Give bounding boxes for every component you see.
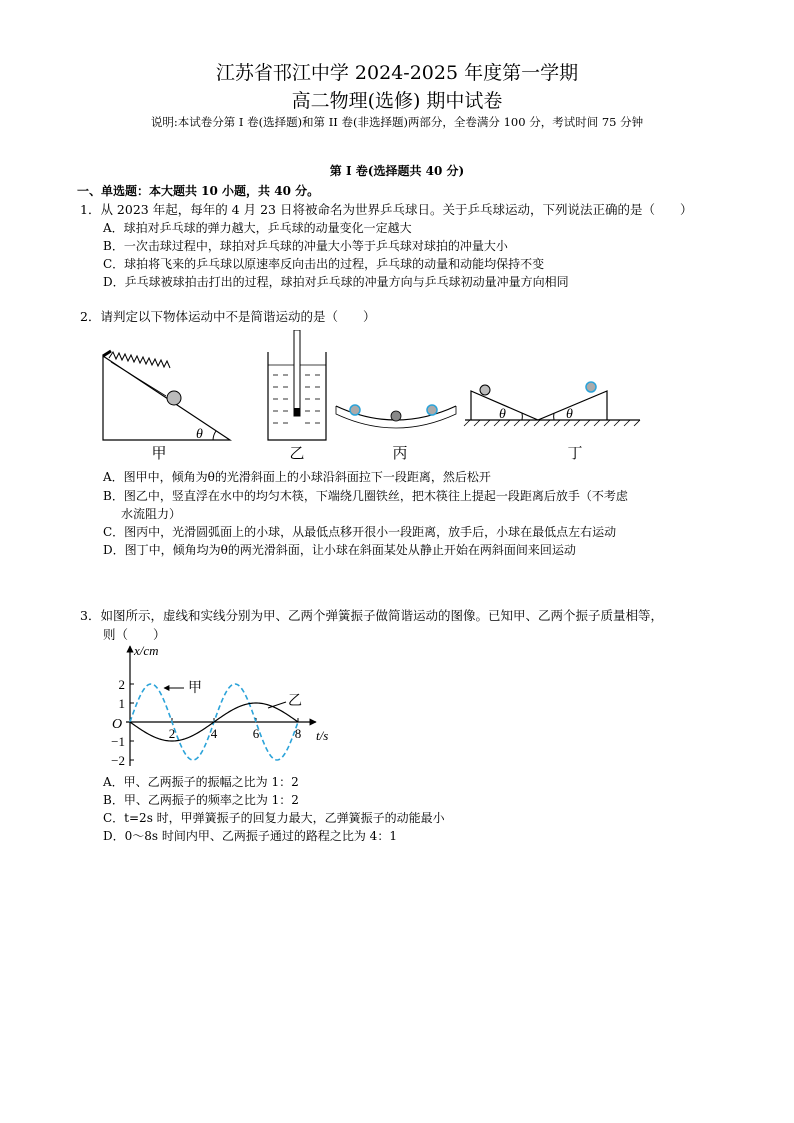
question-2-option-c: C．图丙中，光滑圆弧面上的小球，从最低点移开很小一段距离，放手后，小球在最低点左右运动 [103,525,617,539]
question-2-figure [0,330,794,460]
question-2-option-d: D．图丁中，倾角均为θ的两光滑斜面，让小球在斜面某处从静止开始在两斜面间来回运动 [103,543,576,557]
y-tick-label: 2 [118,677,125,692]
x-tick-label: 8 [294,726,302,741]
y-tick-label: −2 [111,753,125,768]
figure-label-yi: 乙 [289,446,305,460]
theta-label-ding-right: θ [566,407,573,422]
question-3-stem-line2: 则（ ） [103,627,166,642]
question-1-option-d: D．乒乓球被球拍击打出的过程，球拍对乒乓球的冲量方向与乒乓球初动量冲量方向相同 [103,275,569,289]
question-2-option-b: B．图乙中，竖直浮在水中的均匀木筷，下端绕几圈铁丝，把木筷往上提起一段距离后放手（不考虑 [103,489,628,503]
question-2-option-a: A．图甲中，倾角为θ的光滑斜面上的小球沿斜面拉下一段距离，然后松开 [103,470,491,484]
figure-label-jia: 甲 [151,446,167,460]
question-1-stem: 1．从 2023 年起，每年的 4 月 23 日将被命名为世界乒乓球日。关于乒乓球运动，下列说法正确的是（ ） [80,202,693,217]
question-3-option-a: A．甲、乙两振子的振幅之比为 1：2 [103,775,299,789]
y-tick-label: 1 [118,696,125,711]
x-tick-label: 2 [168,726,176,741]
y-tick-label: −1 [111,734,125,749]
figure-ding [464,382,640,460]
question-2-option-b-cont: 水流阻力） [121,507,182,521]
x-tick-label: 6 [252,726,260,741]
theta-label-ding-left: θ [499,407,506,422]
legend-yi-label: 乙 [288,694,302,709]
question-1-option-b: B．一次击球过程中，球拍对乒乓球的冲量大小等于乒乓球对球拍的冲量大小 [103,239,508,253]
legend-jia-label: 甲 [188,681,202,696]
y-axis-label: x/cm [134,643,159,658]
question-1-option-c: C．球拍将飞来的乒乓球以原速率反向击出的过程，乒乓球的动量和动能均保持不变 [103,257,545,271]
question-3-stem-line1: 3．如图所示，虚线和实线分别为甲、乙两个弹簧振子做简谐运动的图像。已知甲、乙两个振子质量相等， [80,608,663,623]
x-axis-label: t/s [316,728,329,743]
origin-label: O [112,717,123,732]
question-1-option-a: A．球拍对乒乓球的弹力越大，乒乓球的动量变化一定越大 [103,221,412,235]
exam-title-line2: 高二物理(选修) 期中试卷 [291,90,503,112]
exam-instructions: 说明:本试卷分第 I 卷(选择题)和第 II 卷(非选择题)两部分，全卷满分 100 分，考试时间 75 分钟 [150,115,644,129]
question-2-stem: 2．请判定以下物体运动中不是简谐运动的是（ ） [80,309,376,324]
x-tick-label: 4 [210,726,218,741]
yi-callout-line [268,702,286,708]
question-3-option-d: D．0～8s 时间内甲、乙两振子通过的路程之比为 4：1 [103,829,397,843]
figure-jia [103,351,230,460]
exam-title-line1: 江苏省邗江中学 2024-2025 年度第一学期 [215,62,579,84]
theta-label-jia: θ [196,427,203,442]
question-3-option-c: C．t=2s 时，甲弹簧振子的回复力最大，乙弹簧振子的动能最小 [103,811,445,825]
section1-heading: 一、单选题：本大题共 10 小题，共 40 分。 [77,184,320,198]
figure-yi [268,330,326,460]
figure-bing [336,405,456,460]
figure-label-ding: 丁 [567,446,583,460]
question-3-option-b: B．甲、乙两振子的频率之比为 1：2 [103,793,299,807]
oscillation-chart [100,642,340,772]
figure-label-bing: 丙 [392,446,408,460]
part1-heading: 第 I 卷(选择题共 40 分) [329,164,465,178]
